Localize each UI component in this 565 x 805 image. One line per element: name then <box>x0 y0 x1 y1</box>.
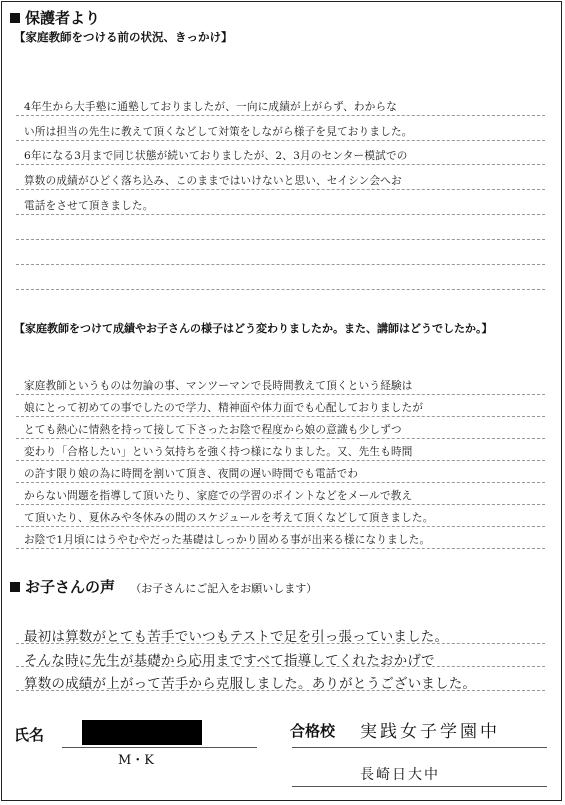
writing-line <box>16 164 545 165</box>
writing-line <box>16 438 545 439</box>
square-bullet-icon <box>10 13 20 23</box>
school-underline <box>292 747 547 748</box>
after-change-prompt: 【家庭教師をつけて成績やお子さんの様子はどう変わりましたか。また、講師はどうでしたか。】 <box>14 322 493 335</box>
name-label: 氏名 <box>14 726 45 744</box>
handwritten-line: 変わり「合格したい」という気持ちを強く持つ様になりました。又、先生も時間 <box>24 446 413 458</box>
testimonial-form <box>1 1 562 801</box>
handwritten-line: 算数の成績がひどく落ち込み、このままではいけないと思い、セイシン会へお <box>24 175 402 187</box>
child-section-title: お子さんの声 （お子さんにご記入をお願いします） <box>10 576 317 597</box>
handwritten-line: 算数の成績が上がって苦手から克服しました。ありがとうございました。 <box>24 676 477 692</box>
writing-line <box>16 416 545 417</box>
writing-line <box>16 214 545 215</box>
handwritten-line: て頂いたり、夏休みや冬休みの間のスケジュールを考えて頂くなどして頂きました。 <box>24 512 434 524</box>
student-initials: M・K <box>118 753 155 768</box>
before-situation-prompt: 【家庭教師をつける前の状況、きっかけ】 <box>14 30 233 44</box>
school-underline <box>292 786 547 787</box>
writing-line <box>16 289 545 290</box>
school-name-2: 長崎日大中 <box>360 767 440 783</box>
handwritten-line: の許す限り娘の為に時間を割いて頂き、夜間の遅い時間でも電話でわ <box>24 468 359 480</box>
writing-line <box>16 140 545 141</box>
writing-line <box>16 115 545 116</box>
writing-line <box>16 264 545 265</box>
writing-line <box>16 482 545 483</box>
writing-line <box>16 189 545 190</box>
name-underline <box>62 747 257 748</box>
handwritten-line: 家庭教師というものは勿論の事、マンツーマンで長時間教えて頂くという経験は <box>24 380 413 392</box>
child-section-subtitle: （お子さんにご記入をお願いします） <box>130 582 318 595</box>
handwritten-line: い所は担当の先生に教えて頂くなどして対策をしながら様子を見ておりました。 <box>24 126 413 138</box>
square-bullet-icon <box>10 582 20 592</box>
guardian-section-title: 保護者より <box>10 7 100 28</box>
handwritten-line: 6年になる3月まで同じ状態が続いておりましたが、2、3月のセンター模試での <box>24 150 408 162</box>
writing-line <box>16 239 545 240</box>
handwritten-line: とても熱心に情熱を持って接して下さったお陰で程度から娘の意識も少しずつ <box>24 424 402 436</box>
handwritten-line: お陰で1月頃にはうやむやだった基礎はしっかり固める事が出来る様になりました。 <box>24 534 431 546</box>
handwritten-line: 娘にとって初めての事でしたので学力、精神面や体力面でも心配しておりましたが <box>24 402 424 414</box>
writing-line <box>16 504 545 505</box>
handwritten-line: からない問題を指導して頂いたり、家庭での学習のポイントなどをメールで教え <box>24 490 413 502</box>
handwritten-line: そんな時に先生が基礎から応用まですべて指導してくれたおかげで <box>24 653 435 669</box>
handwritten-line: 最初は算数がとても苦手でいつもテストで足を引っ張っていました。 <box>24 629 449 645</box>
writing-line <box>16 526 545 527</box>
school-name-1: 実践女子学園中 <box>360 722 500 742</box>
handwritten-line: 4年生から大手塾に通塾しておりましたが、一向に成績が上がらず、わからな <box>24 101 398 113</box>
writing-line <box>16 460 545 461</box>
writing-line <box>16 394 545 395</box>
writing-line <box>16 548 545 549</box>
redacted-name <box>82 720 202 745</box>
passed-school-label: 合格校 <box>290 722 336 740</box>
handwritten-line: 電話をさせて頂きました。 <box>24 200 154 212</box>
